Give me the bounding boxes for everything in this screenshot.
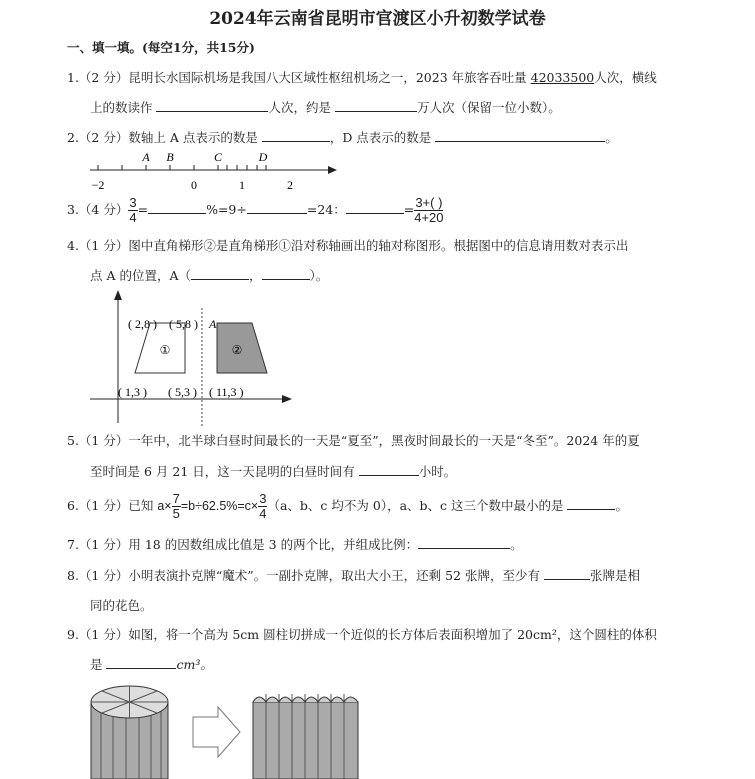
q1-text: 人次，横线	[594, 70, 657, 85]
q4-text: ，	[249, 268, 262, 283]
q6-text: （a、b、c 均不为 0），a、b、c 这三个数中最小的是	[267, 498, 568, 513]
q8-text: 8.（1 分）小明表演扑克牌“魔术”。一副扑克牌，取出大小王，还剩 52 张牌，至少有	[67, 568, 544, 583]
numerator: 7	[172, 491, 180, 506]
q1-text: 人次，约是	[268, 100, 335, 115]
page-title: 2024年云南省昆明市官渡区小升初数学试卷	[209, 9, 546, 29]
question-9: 9.（1 分）如图，将一个高为 5cm 圆柱切拼成一个近似的长方体后表面积增加了 20cm²，这个圆柱的体积	[67, 627, 657, 642]
q6-text: 。	[615, 498, 628, 513]
q5-text: 小时。	[418, 464, 457, 479]
question-4-line2	[90, 266, 328, 284]
q6-math: a×	[157, 499, 172, 513]
coord-label: ( 11,3 )	[209, 385, 244, 399]
question-5-line2	[90, 462, 456, 480]
coord-label: ( 5,3 )	[168, 385, 197, 399]
question-8-line2: 同的花色。	[90, 598, 153, 613]
q1-text: 万人次（保留一位小数）。	[416, 100, 561, 115]
point-label: A	[142, 150, 150, 164]
denominator: 4+20	[414, 210, 444, 225]
q2-text: 。	[605, 130, 618, 145]
point-label: C	[213, 150, 223, 164]
answer-blank[interactable]	[262, 129, 330, 142]
answer-blank[interactable]	[544, 567, 590, 580]
q3-text: %=9÷	[206, 202, 247, 217]
cylinder-figure	[88, 682, 378, 779]
question-4: 4.（1 分）图中直角梯形②是直角梯形①沿对称轴画出的轴对称图形。根据图中的信息请用数对表示出	[67, 238, 629, 253]
question-6	[67, 492, 628, 521]
question-8	[67, 566, 640, 584]
q4-text: ）。	[309, 268, 329, 283]
answer-blank[interactable]	[359, 463, 419, 476]
answer-blank[interactable]	[262, 267, 310, 280]
number-line	[85, 145, 345, 195]
q6-text: 6.（1 分）已知	[67, 498, 158, 513]
numerator: 3	[259, 491, 267, 506]
q8-text: 张牌是相	[589, 568, 640, 583]
q3-text: 3.（4 分）	[67, 202, 129, 217]
q3-text: =	[403, 202, 415, 217]
section-heading: 一、填一填。(每空1分，共15分)	[67, 40, 255, 55]
answer-blank[interactable]	[346, 201, 404, 214]
question-7	[67, 535, 523, 553]
answer-blank[interactable]	[247, 201, 307, 214]
trapezoid-figure	[85, 288, 305, 426]
coord-label: ( 5,8 )	[169, 317, 198, 331]
fraction	[172, 492, 181, 521]
answer-blank[interactable]	[106, 656, 176, 669]
q1-number: 42033500	[530, 70, 595, 85]
q1-text: 1.（2 分）昆明长水国际机场是我国八大区域性枢纽机场之一，2023 年旅客吞吐量	[67, 70, 531, 85]
q7-text: 7.（1 分）用 18 的因数组成比值是 3 的两个比，并组成比例：	[67, 537, 419, 552]
question-1-line2	[90, 98, 561, 116]
q9-text: 是	[90, 657, 107, 672]
q2-text: ，D 点表示的数是	[329, 130, 436, 145]
question-5: 5.（1 分）一年中，北半球白昼时间最长的一天是“夏至”，黑夜时间最长的一天是“冬至”。2024 年的夏	[67, 433, 640, 448]
q5-text: 至时间是 6 月 21 日，这一天昆明的白昼时间有	[90, 464, 359, 479]
fraction	[128, 196, 137, 225]
q9-text: cm³。	[176, 657, 213, 672]
answer-blank[interactable]	[156, 99, 268, 112]
shape-1-label: ①	[159, 343, 171, 357]
answer-blank[interactable]	[148, 201, 206, 214]
answer-blank[interactable]	[567, 497, 615, 510]
denominator: 4	[129, 210, 137, 225]
point-label: D	[258, 150, 268, 164]
point-label: B	[166, 150, 174, 164]
numerator: 3	[129, 195, 137, 210]
tick-label: 0	[191, 178, 197, 192]
question-9-line2	[90, 655, 213, 673]
answer-blank[interactable]	[418, 536, 510, 549]
tick-label: 2	[287, 178, 293, 192]
q4-text: 点 A 的位置，A（	[90, 268, 192, 283]
q2-text: 2.（2 分）数轴上 A 点表示的数是	[67, 130, 262, 145]
q7-text: 。	[510, 537, 523, 552]
shape-2-label: ②	[231, 343, 243, 357]
denominator: 4	[259, 506, 267, 521]
question-1	[67, 68, 657, 86]
answer-blank[interactable]	[335, 99, 417, 112]
numerator: 3+( )	[415, 195, 443, 210]
question-2	[67, 128, 618, 146]
tick-label: −2	[91, 178, 105, 192]
q3-text: =	[137, 202, 149, 217]
question-3	[67, 196, 444, 225]
q1-text: 上的数读作	[90, 100, 157, 115]
fraction	[414, 196, 443, 225]
coord-label: ( 2,8 )	[128, 317, 157, 331]
denominator: 5	[172, 506, 180, 521]
answer-blank[interactable]	[435, 129, 605, 142]
answer-blank[interactable]	[191, 267, 249, 280]
tick-label: 1	[239, 178, 245, 192]
q3-text: =24：	[306, 202, 346, 217]
coord-label: ( 1,3 )	[118, 385, 147, 399]
q6-math: =b÷62.5%=c×	[180, 499, 259, 513]
point-a-label: A	[209, 317, 217, 331]
